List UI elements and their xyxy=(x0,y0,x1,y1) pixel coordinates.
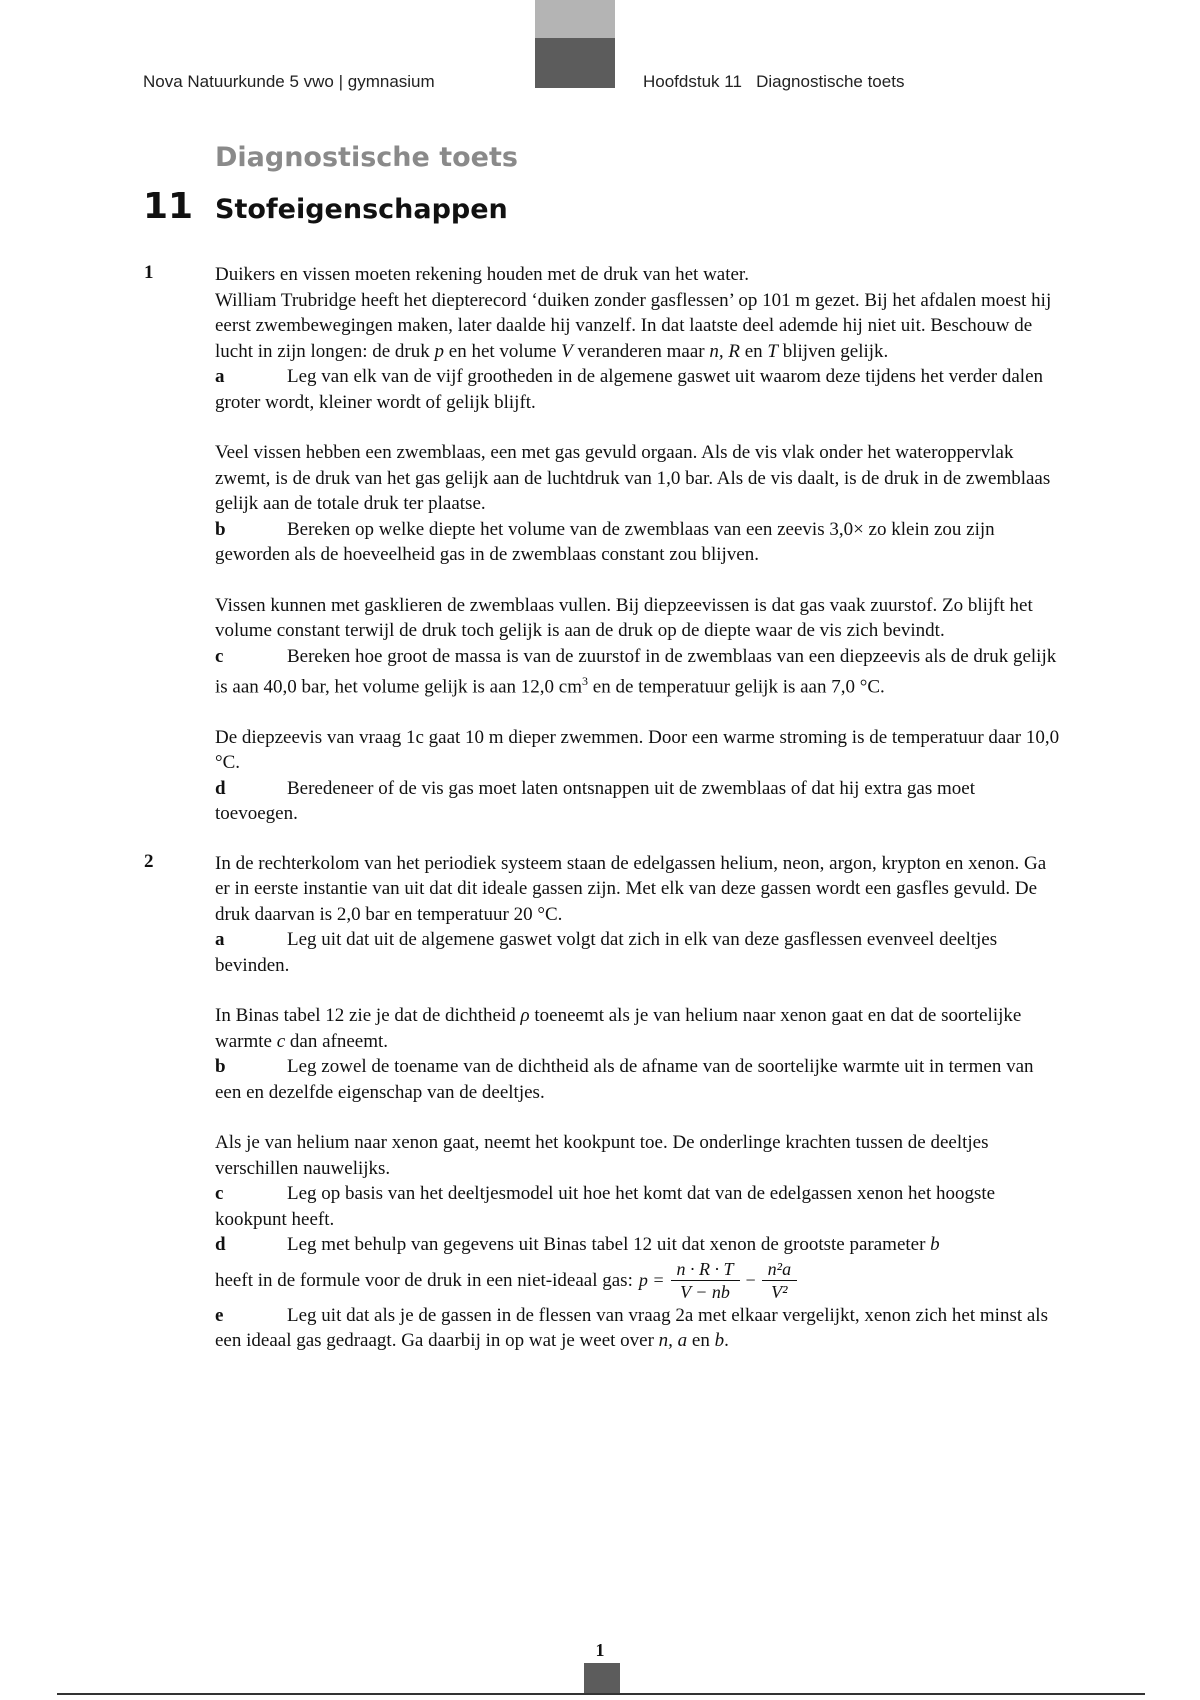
subquestion-text: en de temperatuur gelijk is aan 7,0 °C. xyxy=(588,676,885,698)
formula-fraction-2 xyxy=(762,1258,797,1303)
subquestion-letter: a xyxy=(215,929,225,951)
question-number: 2 xyxy=(144,850,154,872)
intro-text xyxy=(215,1003,1060,1054)
variable: b xyxy=(930,1234,940,1256)
question-1-part-d xyxy=(215,725,1060,827)
question-1-part-a xyxy=(215,262,1060,415)
subquestion-a xyxy=(215,927,1060,978)
subquestion-letter: b xyxy=(215,1056,226,1078)
variable: ρ xyxy=(520,1005,530,1027)
question-body xyxy=(215,262,1060,827)
intro-text: In de rechterkolom van het periodiek systeem staan de edelgassen helium, neon, argon, krypton en xenon. Ga er in eerste instantie van uit dat dit ideale gassen zijn. Met elk van deze gassen wordt een gasfles gevuld. De druk daarvan is 2,0 bar en temperatuur 20 °C. xyxy=(215,852,1047,925)
subquestion-text: Bereken hoe groot de massa is van de zuurstof in de zwemblaas van een diepzeevis als de druk gelijk is aan 40,0 bar, het volume gelijk is aan 12,0 cm xyxy=(215,645,1057,698)
subquestion-letter: d xyxy=(215,1234,226,1256)
subquestion-text: Beredeneer of de vis gas moet laten ontsnappen uit de zwemblaas of dat hij extra gas moet toevoegen. xyxy=(215,777,975,825)
subquestion-a xyxy=(215,364,1060,415)
subquestion-b xyxy=(215,517,1060,568)
question-1-part-c xyxy=(215,593,1060,700)
subquestion-c xyxy=(215,1181,1060,1232)
subquestion-c xyxy=(215,644,1060,700)
intro-text: Als je van helium naar xenon gaat, neemt het kookpunt toe. De onderlinge krachten tussen de deeltjes verschillen nauwelijks. xyxy=(215,1132,989,1179)
page-tab xyxy=(584,1663,620,1693)
intro-text-part: en xyxy=(739,340,768,362)
page-number: 1 xyxy=(595,1640,605,1660)
intro-text-part: en het volume xyxy=(444,340,562,362)
page-kicker: Diagnostische toets xyxy=(215,142,518,173)
intro-text-part: toeneemt als je van helium naar xenon gaat en dat de soortelijke warmte xyxy=(215,1005,1022,1052)
question-body xyxy=(215,851,1060,1354)
intro-text xyxy=(215,262,1060,364)
subquestion-b xyxy=(215,1054,1060,1105)
subquestion-letter: a xyxy=(215,366,225,387)
fraction-denominator: V − nb xyxy=(680,1281,730,1302)
subquestion-text: Leg met behulp van gegevens uit Binas tabel 12 uit dat xenon de grootste parameter xyxy=(287,1234,931,1256)
subquestion-text: Leg zowel de toename van de dichtheid als de afname van de soortelijke warmte uit in termen van een en dezelfde eigenschap van de deeltjes. xyxy=(215,1056,1034,1103)
fraction-numerator: n²a xyxy=(762,1258,797,1281)
intro-text-part: dan afneemt. xyxy=(285,1030,389,1052)
variable: V xyxy=(561,340,573,362)
subquestion-d xyxy=(215,776,1060,827)
question-2 xyxy=(0,851,1200,1354)
fraction-numerator: n · R · T xyxy=(671,1258,740,1281)
subquestion-letter: c xyxy=(215,645,224,667)
formula-lhs: p = xyxy=(638,1269,665,1290)
subquestion-letter: b xyxy=(215,518,226,540)
intro-line: Duikers en vissen moeten rekening houden met de druk van het water. xyxy=(215,264,749,285)
header-book-title: Nova Natuurkunde 5 vwo | gymnasium xyxy=(143,72,435,91)
subquestion-text: Bereken op welke diepte het volume van de zwemblaas van een zeevis 3,0× zo klein zou zijn geworden als de hoeveelheid gas in de zwemblaas constant zou blijven. xyxy=(215,518,995,565)
content xyxy=(0,262,1200,1378)
van-der-waals-formula xyxy=(639,1258,803,1303)
fraction-denominator: V² xyxy=(771,1281,788,1302)
intro-text-part: blijven gelijk. xyxy=(778,340,889,362)
variable: n, a xyxy=(658,1330,688,1352)
question-1 xyxy=(0,262,1200,827)
page-title: Stofeigenschappen xyxy=(215,194,508,225)
footer-rule xyxy=(57,1693,1145,1695)
intro-text: Veel vissen hebben een zwemblaas, een met gas gevuld orgaan. Als de vis vlak onder het wateroppervlak zwemt, is de druk van het gas gelijk aan de luchtdruk van 1,0 bar. Als de vis daalt, is de druk in de zwemblaas gelijk aan de totale druk ter plaatse. xyxy=(215,442,1051,514)
variable: c xyxy=(276,1030,286,1052)
subquestion-letter: d xyxy=(215,777,226,799)
intro-text: Vissen kunnen met gasklieren de zwemblaas vullen. Bij diepzeevissen is dat gas vaak zuurstof. Zo blijft het volume constant terwijl de druk toch gelijk is aan de druk op de diepte waar de vis zich bevindt. xyxy=(215,594,1033,641)
variable: T xyxy=(767,340,778,362)
subquestion-letter: c xyxy=(215,1183,224,1205)
intro-text-part: veranderen maar xyxy=(572,340,710,362)
formula-line xyxy=(215,1258,1060,1303)
variable: b xyxy=(714,1330,725,1352)
header-accent-light xyxy=(535,0,615,38)
subquestion-letter: e xyxy=(215,1304,224,1326)
intro-text: De diepzeevis van vraag 1c gaat 10 m dieper zwemmen. Door een warme stroming is de temperatuur daar 10,0 °C. xyxy=(215,726,1060,774)
question-2-part-cde xyxy=(215,1130,1060,1354)
subquestion-text: Leg uit dat uit de algemene gaswet volgt dat zich in elk van deze gasflessen evenveel deeltjes bevinden. xyxy=(215,929,998,976)
header-accent-dark xyxy=(535,38,615,88)
question-2-part-a xyxy=(215,851,1060,979)
subquestion-text: Leg op basis van het deeltjesmodel uit hoe het komt dat van de edelgassen xenon het hoogste kookpunt heeft. xyxy=(215,1183,996,1230)
subquestion-text: Leg uit dat als je de gassen in de flessen van vraag 2a met elkaar vergelijkt, xenon zich het minst als een ideaal gas gedraagt. Ga daarbij in op wat je weet over xyxy=(215,1304,1048,1352)
question-1-part-b xyxy=(215,440,1060,568)
superscript: 3 xyxy=(582,674,589,688)
formula-intro: heeft in de formule voor de druk in een niet-ideaal gas: xyxy=(215,1269,633,1291)
subquestion-text: . xyxy=(724,1330,729,1352)
intro-text-part: William Trubridge heeft het diepterecord ‘duiken zonder gasflessen’ op 101 m gezet. Bij het afdalen moest hij eerst zwembewegingen maken, later daalde hij vanzelf. In dat laatste deel ademde hij niet uit. Beschouw de lucht in zijn longen: de druk xyxy=(215,289,1052,362)
formula-fraction-1 xyxy=(671,1258,740,1303)
question-number: 1 xyxy=(144,262,154,283)
subquestion-d xyxy=(215,1232,1060,1258)
formula-minus: − xyxy=(745,1269,756,1290)
header-chapter-label: Hoofdstuk 11 Diagnostische toets xyxy=(643,72,905,91)
subquestion-text: Leg van elk van de vijf grootheden in de algemene gaswet uit waarom deze tijdens het verder dalen groter wordt, kleiner wordt of gelijk blijft. xyxy=(215,366,1044,413)
variable: n, R xyxy=(709,340,740,362)
question-2-part-b xyxy=(215,1003,1060,1105)
subquestion-e xyxy=(215,1303,1060,1354)
chapter-number: 11 xyxy=(143,186,194,227)
variable: p xyxy=(434,340,445,362)
subquestion-text: en xyxy=(687,1330,715,1352)
intro-text-part: In Binas tabel 12 zie je dat de dichtheid xyxy=(215,1005,521,1027)
